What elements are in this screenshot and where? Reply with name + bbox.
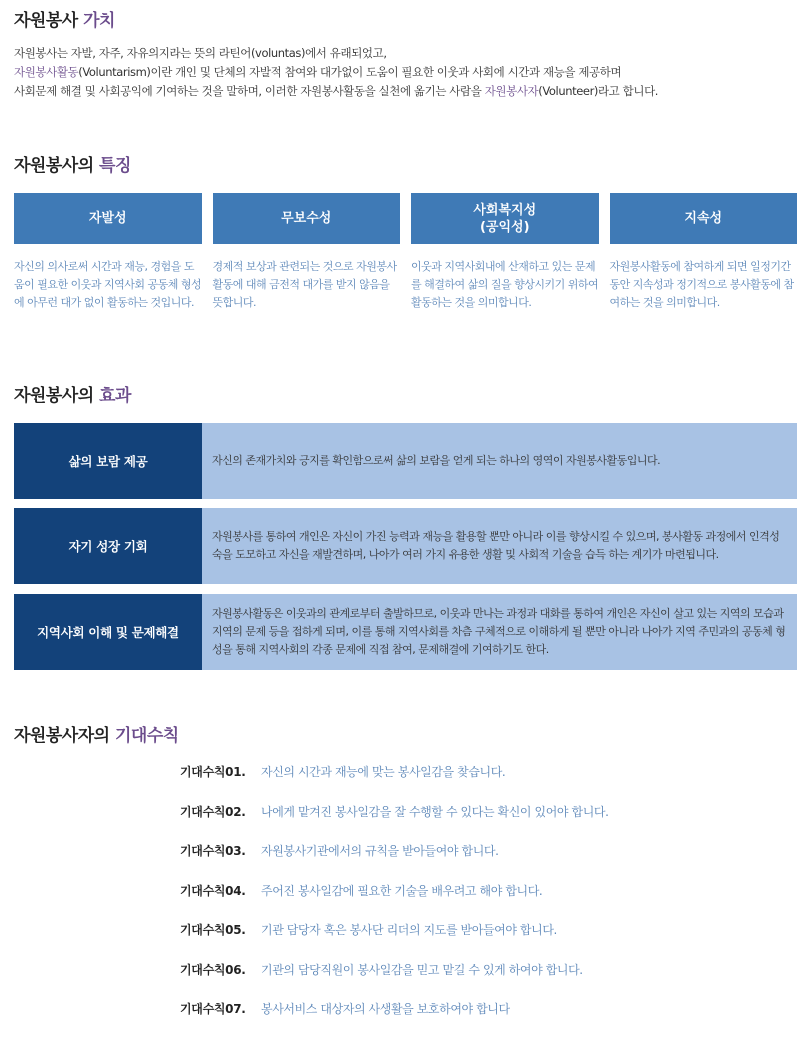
feature-card [411, 193, 599, 312]
rule-text: 자원봉사기관에서의 규칙을 받아들여야 합니다. [261, 844, 499, 858]
effect-label: 지역사회 이해 및 문제해결 [14, 594, 202, 670]
rule-text: 자신의 시간과 재능에 맞는 봉사일감을 찾습니다. [261, 765, 506, 779]
rule-number: 기대수칙06. [180, 962, 246, 977]
feature-description: 자원봉사활동에 참여하게 되면 일정기간동안 지속성과 정기적으로 봉사활동에 참여하는 것을 의미합니다. [609, 260, 794, 309]
feature-description: 자신의 의사로써 시간과 재능, 경험을 도움이 필요한 이웃과 지역사회 공동체 형성에 아무런 대가 없이 활동하는 것입니다. [14, 260, 202, 309]
rule-text: 기관 담당자 혹은 봉사단 리더의 지도를 받아들여야 합니다. [261, 923, 557, 937]
rule-item [180, 882, 780, 922]
rule-item [180, 921, 780, 961]
effect-text: 자원봉사를 통하여 개인은 자신이 가진 능력과 재능을 활용할 뿐만 아니라 이를 향상시킬 수 있으며, 봉사활동 과정에서 인격성숙을 도모하고 자신을 재발견하며, 나아가 여러 가지 유용한 생활 및 사회적 기술을 습득 하는 계기가 마련됩니다. [202, 508, 797, 584]
features-section-title: 자원봉사의 특징 [14, 156, 131, 176]
feature-description: 경제적 보상과 관련되는 것으로 자원봉사활동에 대해 금전적 대가를 받지 않음을 뜻합니다. [212, 260, 397, 309]
rule-number: 기대수칙01. [180, 765, 246, 779]
rule-number: 기대수칙04. [180, 883, 246, 898]
rules-list [180, 763, 780, 1040]
rule-number: 기대수칙03. [180, 844, 246, 858]
feature-heading: 무보수성 [213, 193, 401, 244]
intro-line: 자원봉사는 자발, 자주, 자유의지라는 뜻의 라틴어(voluntas)에서 유래되었고, [14, 46, 387, 60]
rules-section-title: 자원봉사자의 기대수칙 [14, 726, 179, 746]
rule-number: 기대수칙02. [180, 804, 246, 819]
feature-card [213, 193, 401, 312]
feature-heading: 자발성 [14, 193, 202, 244]
effects-section-title: 자원봉사의 효과 [14, 386, 131, 406]
feature-card [610, 193, 798, 312]
effect-text: 자신의 존재가치와 긍지를 확인함으로써 삶의 보람을 얻게 되는 하나의 영역이 자원봉사활동입니다. [202, 423, 797, 499]
rule-text: 주어진 봉사일감에 필요한 기술을 배우려고 해야 합니다. [261, 883, 543, 898]
effect-row [14, 508, 797, 584]
rule-item [180, 763, 780, 803]
rule-item [180, 842, 780, 882]
rule-item [180, 961, 780, 1001]
rule-item [180, 1000, 780, 1040]
feature-description: 이웃과 지역사회내에 산재하고 있는 문제를 해결하여 삶의 질을 향상시키기 위하여 활동하는 것을 의미합니다. [411, 260, 599, 309]
effect-row [14, 594, 797, 670]
rule-text: 나에게 맡겨진 봉사일감을 잘 수행할 수 있다는 확신이 있어야 합니다. [261, 804, 609, 819]
value-intro-text [14, 44, 794, 101]
effect-text: 자원봉사활동은 이웃과의 관계로부터 출발하므로, 이웃과 만나는 과정과 대화를 통하여 개인은 자신이 살고 있는 지역의 모습과 지역의 문제 등을 접하게 되며, 이를 통해 지역사회를 차츰 구체적으로 이해하게 될 뿐만 아니라 나아가 지역 주민과의 공동체 형성을 통해 지역사회의 각종 문제에 직접 참여, 문제해결에 기여하기도 한다. [202, 594, 797, 670]
effect-label: 자기 성장 기회 [14, 508, 202, 584]
value-section-title: 자원봉사 가치 [14, 11, 115, 31]
intro-line: 자원봉사활동(Voluntarism)이란 개인 및 단체의 자발적 참여와 대가없이 도움이 필요한 이웃과 사회에 시간과 재능을 제공하며 [14, 65, 622, 79]
rule-number: 기대수칙05. [180, 923, 246, 937]
rule-text: 기관의 담당직원이 봉사일감을 믿고 맡길 수 있게 하여야 합니다. [261, 962, 583, 977]
rule-item [180, 803, 780, 843]
rule-number: 기대수칙07. [180, 1002, 246, 1016]
feature-heading: 지속성 [610, 193, 798, 244]
rule-text: 봉사서비스 대상자의 사생활을 보호하여야 합니다 [261, 1002, 510, 1016]
feature-card [14, 193, 202, 312]
intro-line: 사회문제 해결 및 사회공익에 기여하는 것을 말하며, 이러한 자원봉사활동을 실천에 옮기는 사람을 자원봉사자(Volunteer)라고 합니다. [14, 84, 659, 98]
effect-row [14, 423, 797, 499]
features-grid [14, 193, 797, 312]
effect-label: 삶의 보람 제공 [14, 423, 202, 499]
feature-heading: 사회복지성 (공익성) [411, 193, 599, 244]
